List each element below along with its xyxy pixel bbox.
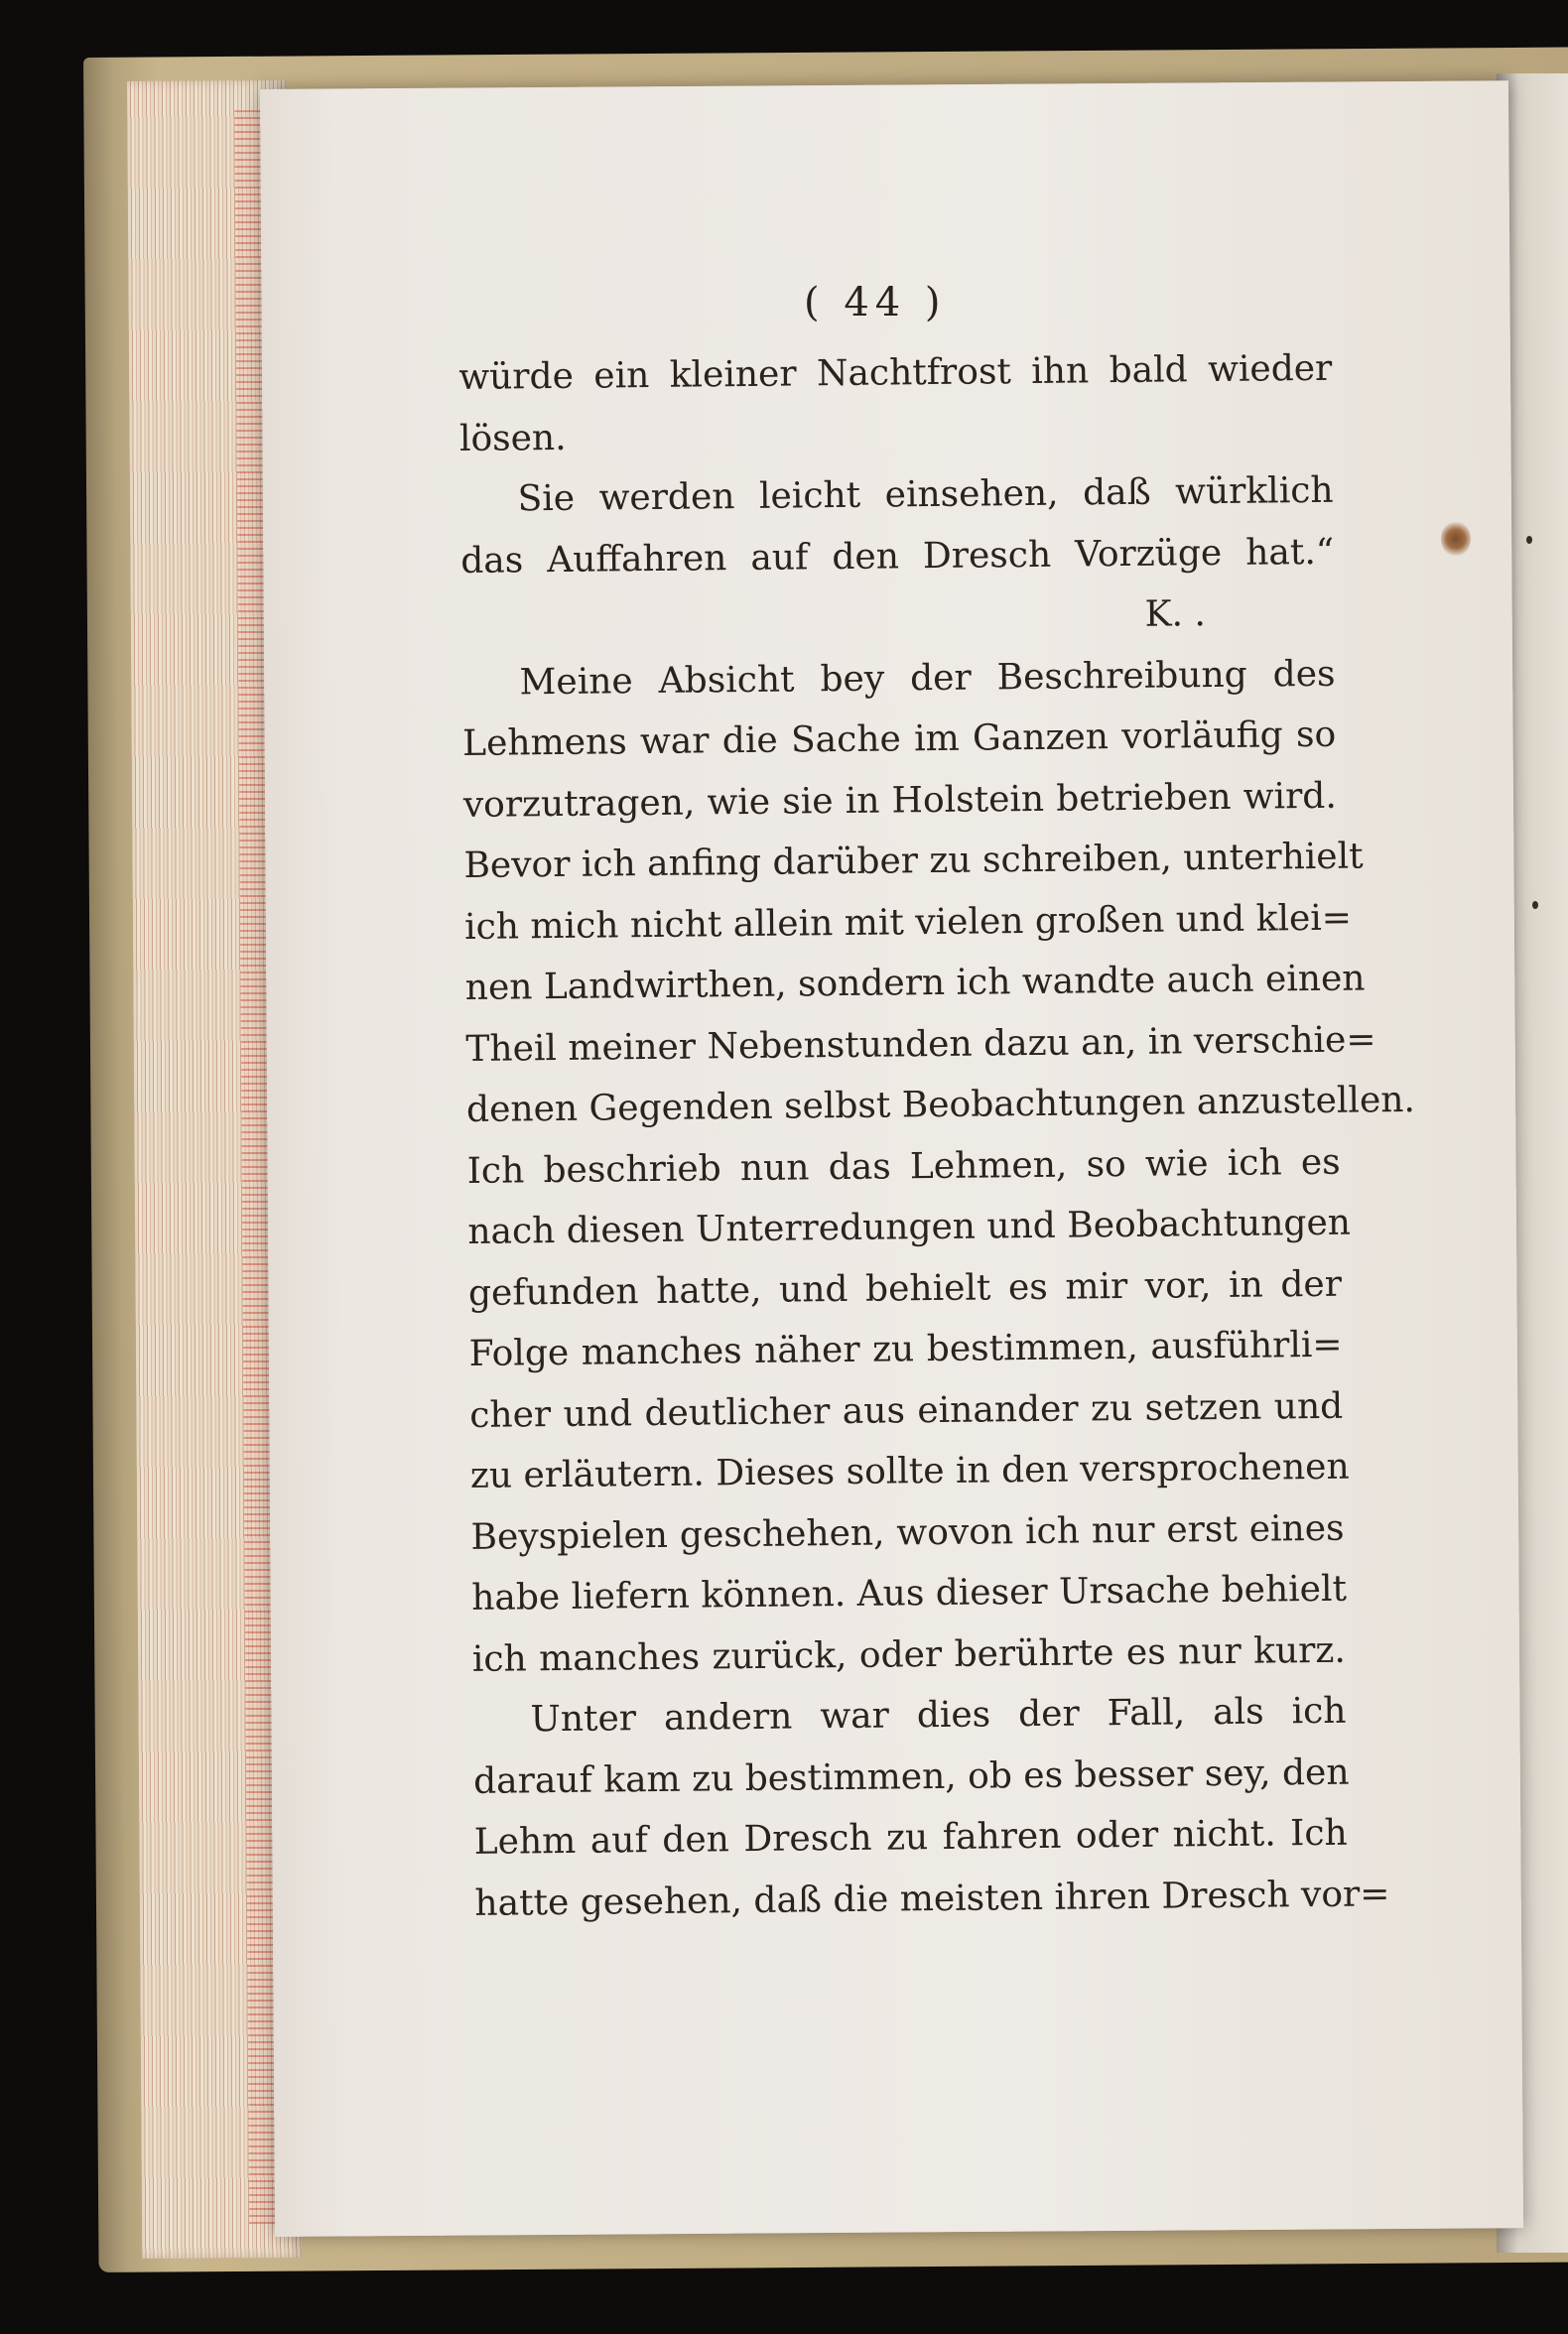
text-line: das Auffahren auf den Dresch Vorzüge hat.“ [460,531,1335,582]
text-line: zu erläutern. Dieses sollte in den versprochenen [469,1446,1350,1496]
text-line: Ich beschrieb nun das Lehmen, so wie ich es [466,1141,1341,1192]
ink-speck [1532,901,1538,909]
text-line: nen Landwirthen, sondern ich wandte auch einen [464,958,1366,1008]
text-line: Unter andern war dies der Fall, als ich [530,1690,1347,1741]
text-line: Lehmens war die Sache im Ganzen vorläufig so [461,713,1337,764]
text-line: Bevor ich anfing darüber zu schreiben, unterhielt [463,836,1364,886]
text-line: nach diesen Unterredungen und Beobachtungen [467,1202,1352,1252]
text-line: Lehm auf den Dresch zu fahren oder nicht. Ich [473,1812,1348,1863]
body-text [458,338,1416,1934]
text-line: Meine Absicht bey der Beschreibung des [519,653,1336,703]
text-line: gefunden hatte, und behielt es mir vor, in der [467,1263,1343,1314]
signature-line: K. . [1144,593,1207,635]
text-line: Beyspielen geschehen, wovon ich nur erst eines [470,1507,1345,1558]
text-line: habe liefern können. Aus dieser Ursache behielt [470,1568,1348,1619]
text-line: ich mich nicht allein mit vielen großen und klei= [463,897,1353,948]
ink-speck [1526,536,1532,544]
text-line: darauf kam zu bestimmen, ob es besser sey, den [472,1751,1350,1802]
text-line: cher und deutlicher aus einander zu setzen und [469,1385,1344,1436]
text-line: Sie werden leicht einsehen, daß würklich [517,469,1334,520]
text-line: würde ein kleiner Nachtfrost ihn bald wieder [458,347,1333,398]
page-number: ( 44 ) [804,280,947,325]
text-line: ich manches zurück, oder berührte es nur kurz. [471,1629,1347,1680]
text-line: Folge manches näher zu bestimmen, ausführli= [468,1324,1343,1374]
text-line: denen Gegenden selbst Beobachtungen anzustellen. [465,1079,1416,1130]
text-line: vorzutragen, wie sie in Holstein betrieben wird. [462,775,1337,826]
text-line: Theil meiner Nebenstunden dazu an, in verschie= [465,1018,1376,1070]
text-line: lösen. [458,417,567,459]
text-line: hatte gesehen, daß die meisten ihren Dresch vor= [474,1873,1390,1924]
foxing-stain [1441,521,1471,557]
